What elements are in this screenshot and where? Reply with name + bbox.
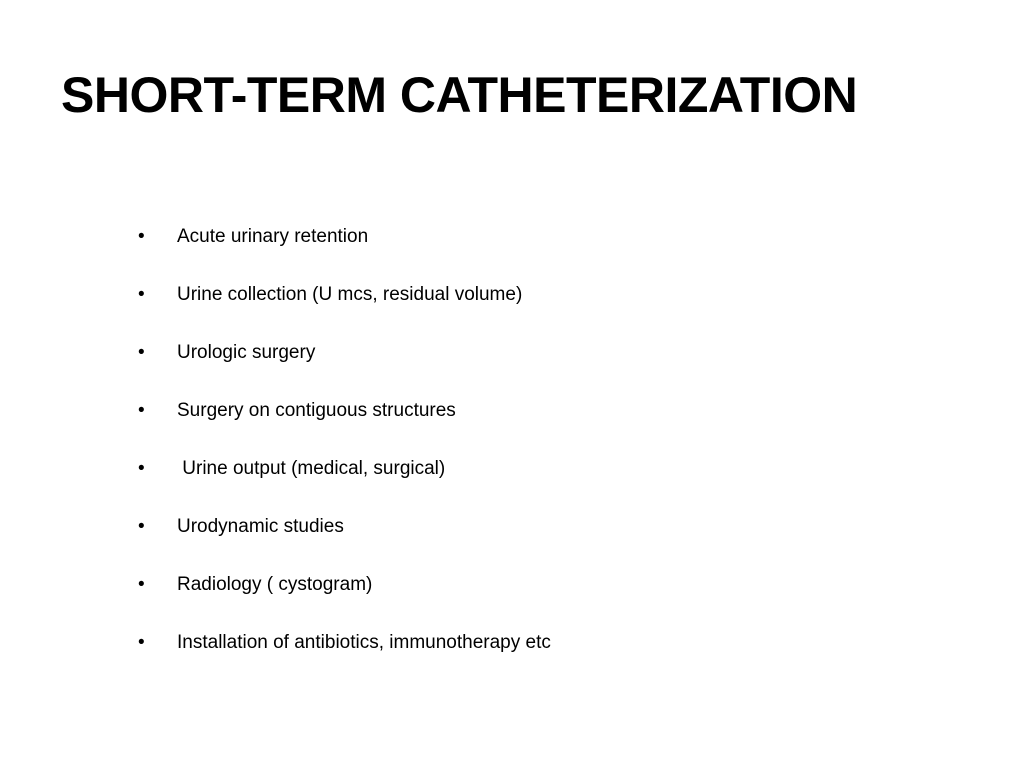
- bullet-list: [0, 221, 1024, 685]
- bullet-icon: •: [138, 632, 145, 653]
- bullet-item: [0, 279, 1024, 337]
- bullet-icon: •: [138, 284, 145, 305]
- bullet-text: Installation of antibiotics, immunotherapy etc: [177, 632, 551, 653]
- bullet-item: [0, 221, 1024, 279]
- bullet-item: [0, 627, 1024, 685]
- bullet-item: [0, 453, 1024, 511]
- bullet-icon: •: [138, 574, 145, 595]
- bullet-item: [0, 395, 1024, 453]
- bullet-text: Urine output (medical, surgical): [177, 458, 446, 479]
- bullet-icon: •: [138, 458, 145, 479]
- bullet-icon: •: [138, 342, 145, 363]
- bullet-icon: •: [138, 226, 145, 247]
- bullet-text: Urine collection (U mcs, residual volume): [177, 284, 523, 305]
- bullet-icon: •: [138, 516, 145, 537]
- bullet-text: Urologic surgery: [177, 342, 316, 363]
- bullet-item: [0, 511, 1024, 569]
- bullet-item: [0, 337, 1024, 395]
- bullet-text: Acute urinary retention: [177, 226, 369, 247]
- slide-title: SHORT-TERM CATHETERIZATION: [61, 67, 858, 123]
- bullet-text: Surgery on contiguous structures: [177, 400, 456, 421]
- bullet-text: Radiology ( cystogram): [177, 574, 373, 595]
- bullet-icon: •: [138, 400, 145, 421]
- bullet-item: [0, 569, 1024, 627]
- bullet-text: Urodynamic studies: [177, 516, 344, 537]
